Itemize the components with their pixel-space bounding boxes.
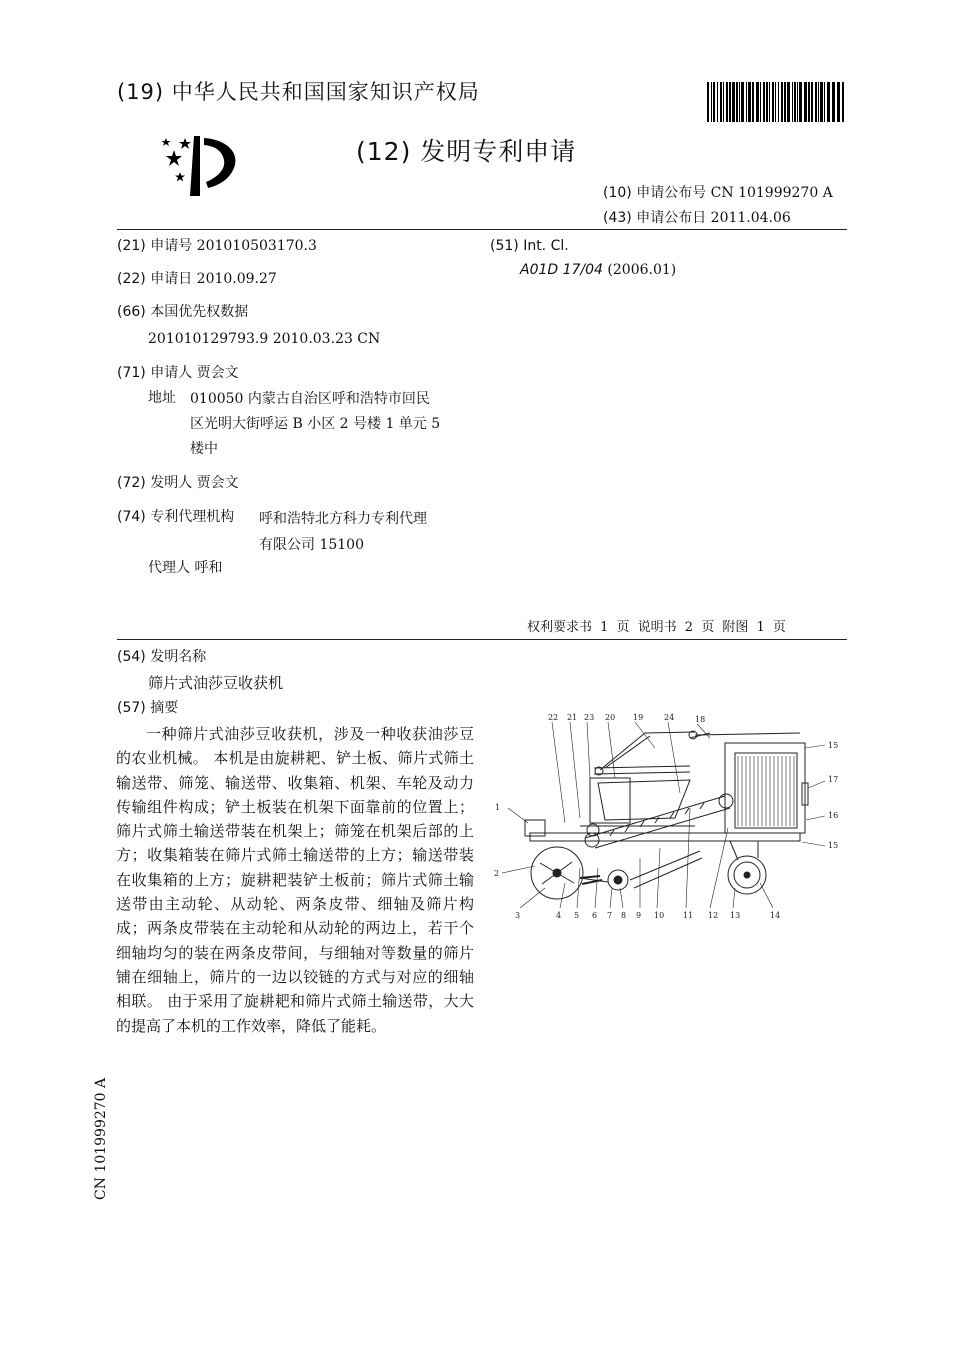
agent [148, 557, 222, 579]
figure-callout-number: 23 [584, 713, 595, 722]
address-label: 地址 [148, 390, 176, 406]
figure-callout-number: 5 [574, 911, 580, 920]
figure-callout-number: 22 [548, 713, 559, 722]
publication-number [603, 182, 833, 202]
figure-callout-number: 4 [556, 911, 562, 920]
figure-callout-number: 8 [621, 911, 627, 920]
figure-callout-number: 20 [605, 713, 616, 722]
application-date-value: 2010.09.27 [196, 271, 277, 287]
side-publication-code: CN 101999270 A [93, 1077, 109, 1200]
figure-callout-number: 2 [494, 869, 500, 878]
ipc-label: (51) Int. Cl. [490, 238, 569, 254]
inventor [117, 472, 239, 494]
harvester-drawing [490, 708, 845, 928]
ipc-version: (2006.01) [607, 262, 677, 278]
application-date-label: (22) 申请日 [117, 271, 193, 287]
figure-callout-number: 12 [708, 911, 719, 920]
applicant-label: (71) 申请人 [117, 365, 193, 381]
counts-divider [117, 639, 847, 640]
agency-line: 呼和浩特北方科力专利代理 [259, 511, 427, 527]
figure-callout-number: 10 [654, 911, 665, 920]
figure-callout-number: 15 [828, 841, 839, 850]
address-line: 010050 内蒙古自治区呼和浩特市回民 [190, 391, 430, 407]
barcode-image [707, 82, 847, 122]
application-number-value: 201010503170.3 [196, 238, 317, 254]
application-number-label: (21) 申请号 [117, 238, 193, 254]
priority-value: 201010129793.9 2010.03.23 CN [148, 331, 381, 347]
figure-callout-number: 17 [828, 775, 839, 784]
abstract-text: 一种筛片式油莎豆收获机，涉及一种收获油莎豆的农业机械。 本机是由旋耕耙、铲土板、筛片式筛土输送带、筛笼、输送带、收集箱、机架、车轮及动力传输组件构成；铲土板装在机架下面靠前的位置上；筛片式筛土输送带装在机架上；筛笼在机架后部的上方；收集箱装在筛片式筛土输送带的上方；输送带装在收集箱的上方；旋耕耙装铲土板前；筛片式筛土输送带由主动轮、从动轮、两条皮带、细轴及筛片构成；两条皮带装在主动轮和从动轮的两边上，若干个细轴均匀的装在两条皮带间，与细轴对等数量的筛片铺在细轴上，筛片的一边以铰链的方式与对应的细轴相联。 由于采用了旋耕耙和筛片式筛土输送带，大大的提高了本机的工作效率，降低了能耗。 [116, 725, 474, 1035]
publication-date-value: 2011.04.06 [710, 210, 791, 226]
ipc-classification [520, 262, 676, 278]
ipc-code: A01D 17/04 [520, 262, 603, 278]
invention-title: 筛片式油莎豆收获机 [148, 674, 284, 692]
inventor-label: (72) 发明人 [117, 475, 193, 491]
application-date [117, 268, 277, 290]
application-number [117, 235, 317, 257]
publication-date-label: (43) 申请公布日 [603, 210, 707, 226]
abstract-label: (57) 摘要 [117, 700, 179, 716]
publication-number-value: CN 101999270 A [710, 185, 833, 201]
agent-label: 代理人 [148, 560, 190, 576]
figure-callout-number: 16 [828, 811, 839, 820]
figure-callout-number: 13 [730, 911, 741, 920]
authority-title: (19) 中华人民共和国国家知识产权局 [117, 80, 480, 104]
figure-callout-number: 14 [770, 911, 781, 920]
figure-callout-number: 11 [683, 911, 694, 920]
figure-callout-number: 3 [515, 911, 521, 920]
title-label: (54) 发明名称 [117, 649, 207, 665]
applicant-value: 贾会文 [196, 365, 239, 381]
priority-label: (66) 本国优先权数据 [117, 304, 249, 320]
figure-callout-number: 6 [592, 911, 598, 920]
figure-callout-number: 19 [633, 713, 644, 722]
header-divider [117, 229, 847, 230]
figure-callout-number: 1 [495, 803, 501, 812]
agency-label: (74) 专利代理机构 [117, 509, 235, 525]
address-line: 楼中 [190, 441, 218, 457]
address-line: 区光明大街呼运 B 小区 2 号楼 1 单元 5 [190, 416, 441, 432]
figure-callout-number: 15 [828, 741, 839, 750]
figure-callout-number: 24 [664, 713, 675, 722]
figure-callout-number: 9 [636, 911, 642, 920]
figure-callout-number: 7 [607, 911, 613, 920]
figure-callout-number: 18 [695, 715, 706, 724]
publication-date [603, 207, 791, 227]
page-counts: 权利要求书 1 页 说明书 2 页 附图 1 页 [527, 620, 786, 635]
agency-value [259, 506, 427, 558]
address-value [190, 387, 440, 462]
agency-line: 有限公司 15100 [259, 537, 364, 553]
sipo-logo [160, 128, 245, 198]
figure-callout-number: 21 [567, 713, 578, 722]
applicant [117, 362, 239, 384]
agent-value: 呼和 [194, 560, 223, 576]
document-kind: (12) 发明专利申请 [356, 137, 577, 166]
publication-number-label: (10) 申请公布号 [603, 185, 707, 201]
inventor-value: 贾会文 [196, 475, 239, 491]
